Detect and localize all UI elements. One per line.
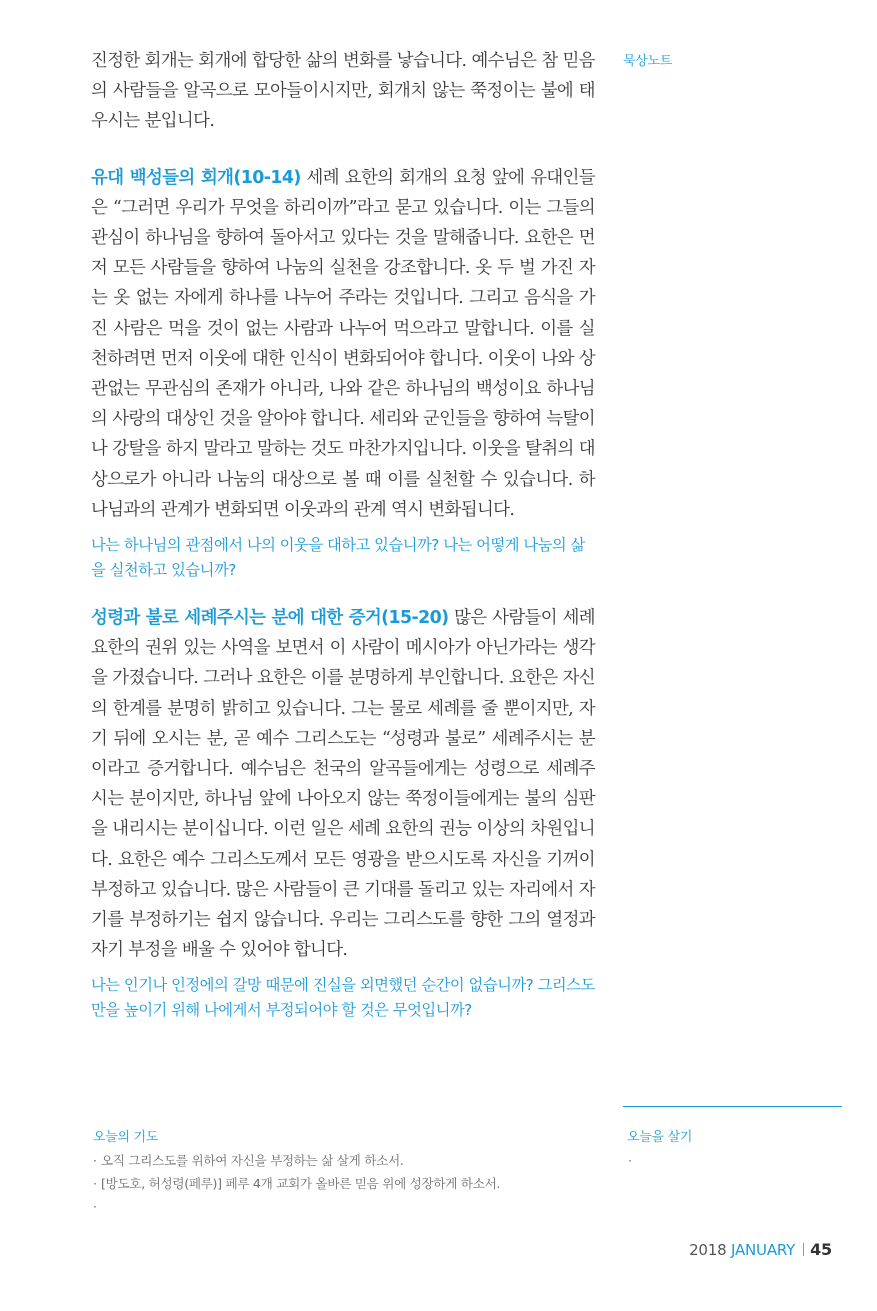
section-2-heading: 성령과 불로 세례주시는 분에 대한 증거(15-20): [91, 608, 449, 629]
prayer-item: · [방도호, 허성령(페루)] 페루 4개 교회가 올바른 믿음 위에 성장하게 하소서.: [93, 1176, 501, 1191]
page-footer: [689, 1240, 832, 1259]
footer-year: 2018: [689, 1241, 727, 1259]
section-1-question: 나는 하나님의 관점에서 나의 이웃을 대하고 있습니까? 나는 어떻게 나눔의 삶을 실천하고 있습니까?: [91, 536, 585, 580]
apply-item: ·: [628, 1153, 633, 1168]
section-1-body: 세례 요한의 회개의 요청 앞에 유대인들은 “그러면 우리가 무엇을 하리이까”라고 묻고 있습니다. 이는 그들의 관심이 하나님을 향하여 돌아서고 있다는 것을 말해줍니다. 요한은 먼저 모든 사람들을 향하여 나눔의 실천을 강조합니다. 옷 두 벌 가진 자는 옷 없는 자에게 하나를 나누어 주라는 것입니다. 그리고 음식을 가진 사람은 먹을 것이 없는 사람과 나누어 먹으라고 말합니다. 이를 실천하려면 먼저 이웃에 대한 인식이 변화되어야 합니다. 이웃이 나와 상관없는 무관심의 존재가 아니라, 나와 같은 하나님의 백성이요 하나님의 사랑의 대상인 것을 알아야 합니다. 세리와 군인들을 향하여 늑탈이나 강탈을 하지 말라고 말하는 것도 마찬가지입니다. 이웃을 탈취의 대상으로가 아니라 나눔의 대상으로 볼 때 이를 실천할 수 있습니다. 하나님과의 관계가 변화되면 이웃과의 관계 역시 변화됩니다.: [91, 167, 595, 520]
main-content: [91, 46, 595, 1023]
meditation-note-title: 묵상노트: [623, 54, 673, 69]
prayer-item: · 오직 그리스도를 위하여 자신을 부정하는 삶 살게 하소서.: [93, 1153, 404, 1168]
section-2-question: 나는 인기나 인정에의 갈망 때문에 진실을 외면했던 순간이 없습니까? 그리스도만을 높이기 위해 나에게서 부정되어야 할 것은 무엇입니까?: [91, 976, 595, 1020]
page-number: 45: [810, 1240, 832, 1259]
section-2-body: 많은 사람들이 세례 요한의 권위 있는 사역을 보면서 이 사람이 메시아가 아닌가라는 생각을 가졌습니다. 그러나 요한은 이를 분명하게 부인합니다. 요한은 자신의 한계를 분명히 밝히고 있습니다. 그는 물로 세례를 줄 뿐이지만, 자기 뒤에 오시는 분, 곧 예수 그리스도는 “성령과 불로” 세례주시는 분이라고 증거합니다. 예수님은 천국의 알곡들에게는 성령으로 세례주시는 분이지만, 하나님 앞에 나아오지 않는 쭉정이들에게는 불의 심판을 내리시는 분이십니다. 이런 일은 세례 요한의 권능 이상의 차원입니다. 요한은 예수 그리스도께서 모든 영광을 받으시도록 자신을 기꺼이 부정하고 있습니다. 많은 사람들이 큰 기대를 돌리고 있는 자리에서 자기를 부정하기는 쉽지 않습니다. 우리는 그리스도를 향한 그의 열정과 자기 부정을 배울 수 있어야 합니다.: [91, 608, 595, 961]
footer-separator: [803, 1243, 804, 1256]
prayer-label: 오늘의 기도: [93, 1130, 159, 1145]
apply-label: 오늘을 살기: [627, 1130, 693, 1145]
prayer-list: [93, 1149, 593, 1218]
section-2-paragraph: [91, 603, 595, 965]
prayer-item: ·: [93, 1199, 97, 1214]
divider-line: [623, 1106, 842, 1107]
footer-month: JANUARY: [731, 1241, 796, 1259]
section-1-paragraph: [91, 163, 595, 525]
intro-paragraph: 진정한 회개는 회개에 합당한 삶의 변화를 낳습니다. 예수님은 참 믿음의 사람들을 알곡으로 모아들이시지만, 회개치 않는 쭉정이는 불에 태우시는 분입니다.: [91, 51, 595, 132]
section-1-heading: 유대 백성들의 회개(10-14): [91, 167, 301, 188]
apply-list: [628, 1149, 632, 1172]
